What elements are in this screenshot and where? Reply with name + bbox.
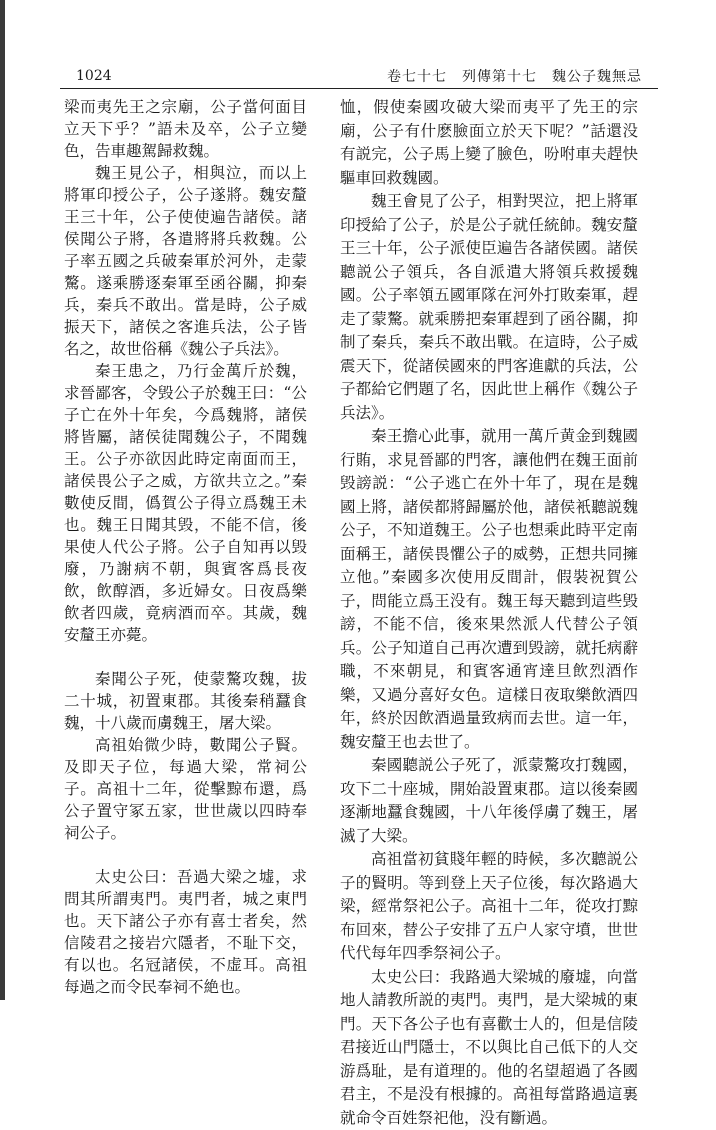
classical-paragraph: 魏王見公子，相與泣，而以上將軍印授公子，公子遂將。魏安釐王三十年，公子使使遍告諸侯。諸侯聞公子將，各遣將將兵救魏。公子率五國之兵破秦軍於河外，走蒙驁。遂乘勝逐秦軍至函谷關，抑秦兵，秦兵不敢出。當是時，公子威振天下，諸侯之客進兵法，公子皆名之，故世俗稱《魏公子兵法》。: [64, 162, 307, 360]
scan-edge: [0, 0, 5, 1000]
paragraph-gap: [64, 646, 307, 668]
translation-paragraph: 秦王擔心此事，就用一萬斤黄金到魏國行賄，求見晉鄙的門客，讓他們在魏王面前毁謗説：“公子逃亡在外十年了，現在是魏國上將，諸侯都將歸屬於他，諸侯衹聽説魏公子，不知道魏王。公子也想乘此時平定南面稱王，諸侯畏懼公子的威勢，正想共同擁立他。”秦國多次使用反間計，假裝祝賀公子，問能立爲王没有。魏王每天聽到這些毁謗，不能不信，後來果然派人代替公子領兵。公子知道自己再次遭到毁謗，就托病辭職，不來朝見，和賓客通宵達旦飲烈酒作樂，又過分喜好女色。這樣日夜取樂飲酒四年，終於因飲酒過量致病而去世。這一年，魏安釐王也去世了。: [340, 425, 638, 754]
translation-paragraph: 魏王會見了公子，相對哭泣，把上將軍印授給了公子，於是公子就任統帥。魏安釐王三十年，公子派使臣遍告各諸侯國。諸侯聽説公子領兵，各自派遣大將領兵救援魏國。公子率領五國軍隊在河外打敗秦軍，趕走了蒙驁。就乘勝把秦軍趕到了函谷關，抑制了秦兵，秦兵不敢出戰。在這時，公子威震天下，從諸侯國來的門客進獻的兵法，公子都給它們題了名，因此世上稱作《魏公子兵法》。: [340, 190, 638, 425]
paragraph-gap: [64, 844, 307, 866]
running-title: 卷七十七 列傳第十七 魏公子魏無忌: [387, 66, 642, 86]
classical-text-column: [64, 96, 307, 998]
translation-column: [340, 96, 638, 1130]
classical-paragraph: 梁而夷先王之宗廟，公子當何面目立天下乎？”語未及卒，公子立變色，告車趣駕歸救魏。: [64, 96, 307, 162]
translation-paragraph: 高祖當初貧賤年輕的時候，多次聽説公子的賢明。等到登上天子位後，每次路過大梁，經常祭祀公子。高祖十二年，從攻打黥布回來，替公子安排了五户人家守墳，世世代代每年四季祭祠公子。: [340, 848, 638, 966]
classical-paragraph: 太史公曰：吾過大梁之墟，求問其所謂夷門。夷門者，城之東門也。天下諸公子亦有喜士者矣，然信陵君之接岩穴隱者，不耻下交，有以也。名冠諸侯，不虚耳。高祖每過之而令民奉祠不絶也。: [64, 866, 307, 998]
page-number: 1024: [76, 68, 112, 84]
header-rule: [60, 88, 658, 89]
classical-paragraph: 秦聞公子死，使蒙驁攻魏，拔二十城，初置東郡。其後秦稍蠶食魏，十八歲而虜魏王，屠大梁。: [64, 668, 307, 734]
translation-paragraph: 太史公曰：我路過大梁城的廢墟，向當地人請教所説的夷門。夷門，是大梁城的東門。天下各公子也有喜歡士人的，但是信陵君接近山門隱士，不以與比自己低下的人交游爲耻，是有道理的。他的名望超過了各國君主，不是没有根據的。高祖每當路過這裏就命令百姓祭祀他，没有斷過。: [340, 966, 638, 1130]
classical-paragraph: 秦王患之，乃行金萬斤於魏，求晉鄙客，令毁公子於魏王曰：“公子亡在外十年矣，今爲魏將，諸侯將皆屬，諸侯徒聞魏公子，不聞魏王。公子亦欲因此時定南面而王，諸侯畏公子之威，方欲共立之。”秦數使反間，僞賀公子得立爲魏王未也。魏王日聞其毁，不能不信，後果使人代公子將。公子自知再以毁廢，乃謝病不朝，與賓客爲長夜飲，飲醇酒，多近婦女。日夜爲樂飲者四歲，竟病酒而卒。其歲，魏安釐王亦薨。: [64, 360, 307, 646]
translation-paragraph: 秦國聽説公子死了，派蒙驁攻打魏國，攻下二十座城，開始設置東郡。這以後秦國逐漸地蠶食魏國，十八年後俘虜了魏王，屠滅了大梁。: [340, 754, 638, 848]
page-header: [60, 62, 680, 90]
translation-paragraph: 恤，假使秦國攻破大梁而夷平了先王的宗廟，公子有什麽臉面立於天下呢？”話還没有説完，公子馬上變了臉色，吩咐車夫趕快驅車回救魏國。: [340, 96, 638, 190]
classical-paragraph: 高祖始微少時，數聞公子賢。及即天子位，每過大梁，常祠公子。高祖十二年，從擊黥布還，爲公子置守冢五家，世世歲以四時奉祠公子。: [64, 734, 307, 844]
